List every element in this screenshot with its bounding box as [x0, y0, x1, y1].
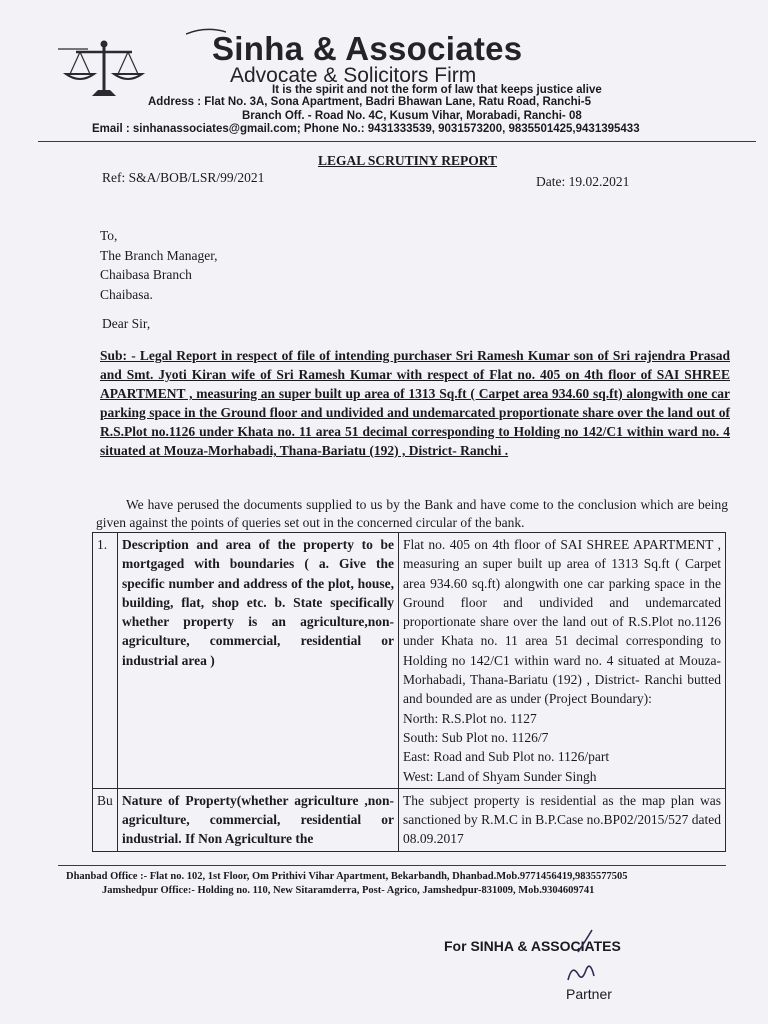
- reference-number: Ref: S&A/BOB/LSR/99/2021: [102, 170, 265, 185]
- firm-subtitle: Advocate & Solicitors Firm: [230, 64, 477, 87]
- recipient-line-3: Chaibasa.: [100, 286, 153, 302]
- answer-text: Flat no. 405 on 4th floor of SAI SHREE APARTMENT , measuring an super built up area of 1313 Sq.ft ( Carpet area 934.60 sq.ft) alongwith one car parking space in the Ground floor and undivided and undemarcated proportionate share over the land out of R.S.Plot no.1126 under Khata no. 11 area 51 decimal corresponding to Holding no 142/C1 within ward no. 4 situated at Mouza-Morhabadi, Thana-Bariatu (192) , District- Ranchi butted and bounded are as under (Project Boundary):: [403, 537, 721, 707]
- row-number: 1.: [93, 533, 118, 789]
- table-row: [93, 788, 726, 851]
- recipient-line-2: Chaibasa Branch: [100, 267, 192, 282]
- signature-scribble: [548, 926, 618, 988]
- scales-of-justice-logo: [58, 38, 150, 100]
- report-title: LEGAL SCRUTINY REPORT: [318, 153, 498, 168]
- answer-cell: The subject property is residential as the map plan was sanctioned by R.M.C in B.P.Case no.BP02/2015/527 dated 08.09.2017: [399, 788, 726, 851]
- boundary-north: North: R.S.Plot no. 1127: [403, 710, 537, 726]
- boundary-south: South: Sub Plot no. 1126/7: [403, 729, 549, 745]
- salutation: Dear Sir,: [102, 316, 151, 331]
- recipient-line-1: The Branch Manager,: [100, 247, 218, 263]
- subject-paragraph: Sub: - Legal Report in respect of file of intending purchaser Sri Ramesh Kumar son of Sri rajendra Prasad and Smt. Jyoti Kiran wife of Sri Ramesh Kumar with respect of Flat no. 405 on 4th floor of SAI SHREE APARTMENT , measuring an super built up area of 1313 Sq.ft ( Carpet area 934.60 sq.ft) alongwith one car parking space in the Ground floor and undivided and undemarcated proportionate share over the land out of R.S.Plot no.1126 under Khata no. 11 area 51 decimal corresponding to Holding no 142/C1 within ward no. 4 situated at Mouza-Morhabadi, Thana-Bariatu (192) , District- Ranchi .: [100, 348, 730, 458]
- boundary-east: East: Road and Sub Plot no. 1126/part: [403, 749, 610, 765]
- recipient-address: [100, 226, 218, 304]
- jamshedpur-office: Jamshedpur Office:- Holding no. 110, New Sitaramderra, Post- Agrico, Jamshedpur-831009, Mob.9304609741: [102, 885, 595, 896]
- signatory-firm: For SINHA & ASSOCIATES: [444, 938, 621, 954]
- firm-branch-address: Branch Off. - Road No. 4C, Kusum Vihar, Morabadi, Ranchi- 08: [242, 110, 582, 122]
- footer-offices: [66, 870, 628, 898]
- query-cell: Nature of Property(whether agriculture ,non-agriculture, commercial, residential or industrial. If Non Agriculture the: [118, 788, 399, 851]
- footer-divider: [58, 865, 726, 866]
- boundary-west: West: Land of Shyam Sunder Singh: [403, 768, 597, 784]
- row-number: Bu: [93, 788, 118, 851]
- scrutiny-table: [92, 532, 726, 852]
- firm-name: Sinha & Associates: [212, 30, 523, 67]
- table-row: [93, 533, 726, 789]
- letterhead-divider: [38, 141, 756, 142]
- to-line: To,: [100, 228, 118, 243]
- dhanbad-office: Dhanbad Office :- Flat no. 102, 1st Floor, Om Prithivi Vihar Apartment, Bekarbandh, Dhanbad.Mob.9771456419,9835577505: [66, 871, 628, 882]
- intro-paragraph: We have perused the documents supplied to us by the Bank and have come to the conclusion which are being given against the points of queries set out in the concerned circular of the bank.: [96, 497, 728, 530]
- query-cell: Description and area of the property to be mortgaged with boundaries ( a. Give the specific number and address of the plot, house, building, flat, shop etc. b. State specifically whether property is an agriculture,non-agriculture, commercial, residential or industrial area ): [118, 533, 399, 789]
- firm-address: Address : Flat No. 3A, Sona Apartment, Badri Bhawan Lane, Ratu Road, Ranchi-5: [148, 96, 592, 108]
- answer-cell: [399, 533, 726, 789]
- firm-contact: Email : sinhanassociates@gmail.com; Phone No.: 9431333539, 9031573200, 9835501425,9431395433: [92, 123, 640, 135]
- signatory-role: Partner: [566, 986, 612, 1002]
- report-date: Date: 19.02.2021: [536, 174, 630, 189]
- firm-motto: It is the spirit and not the form of law that keeps justice alive: [272, 84, 602, 96]
